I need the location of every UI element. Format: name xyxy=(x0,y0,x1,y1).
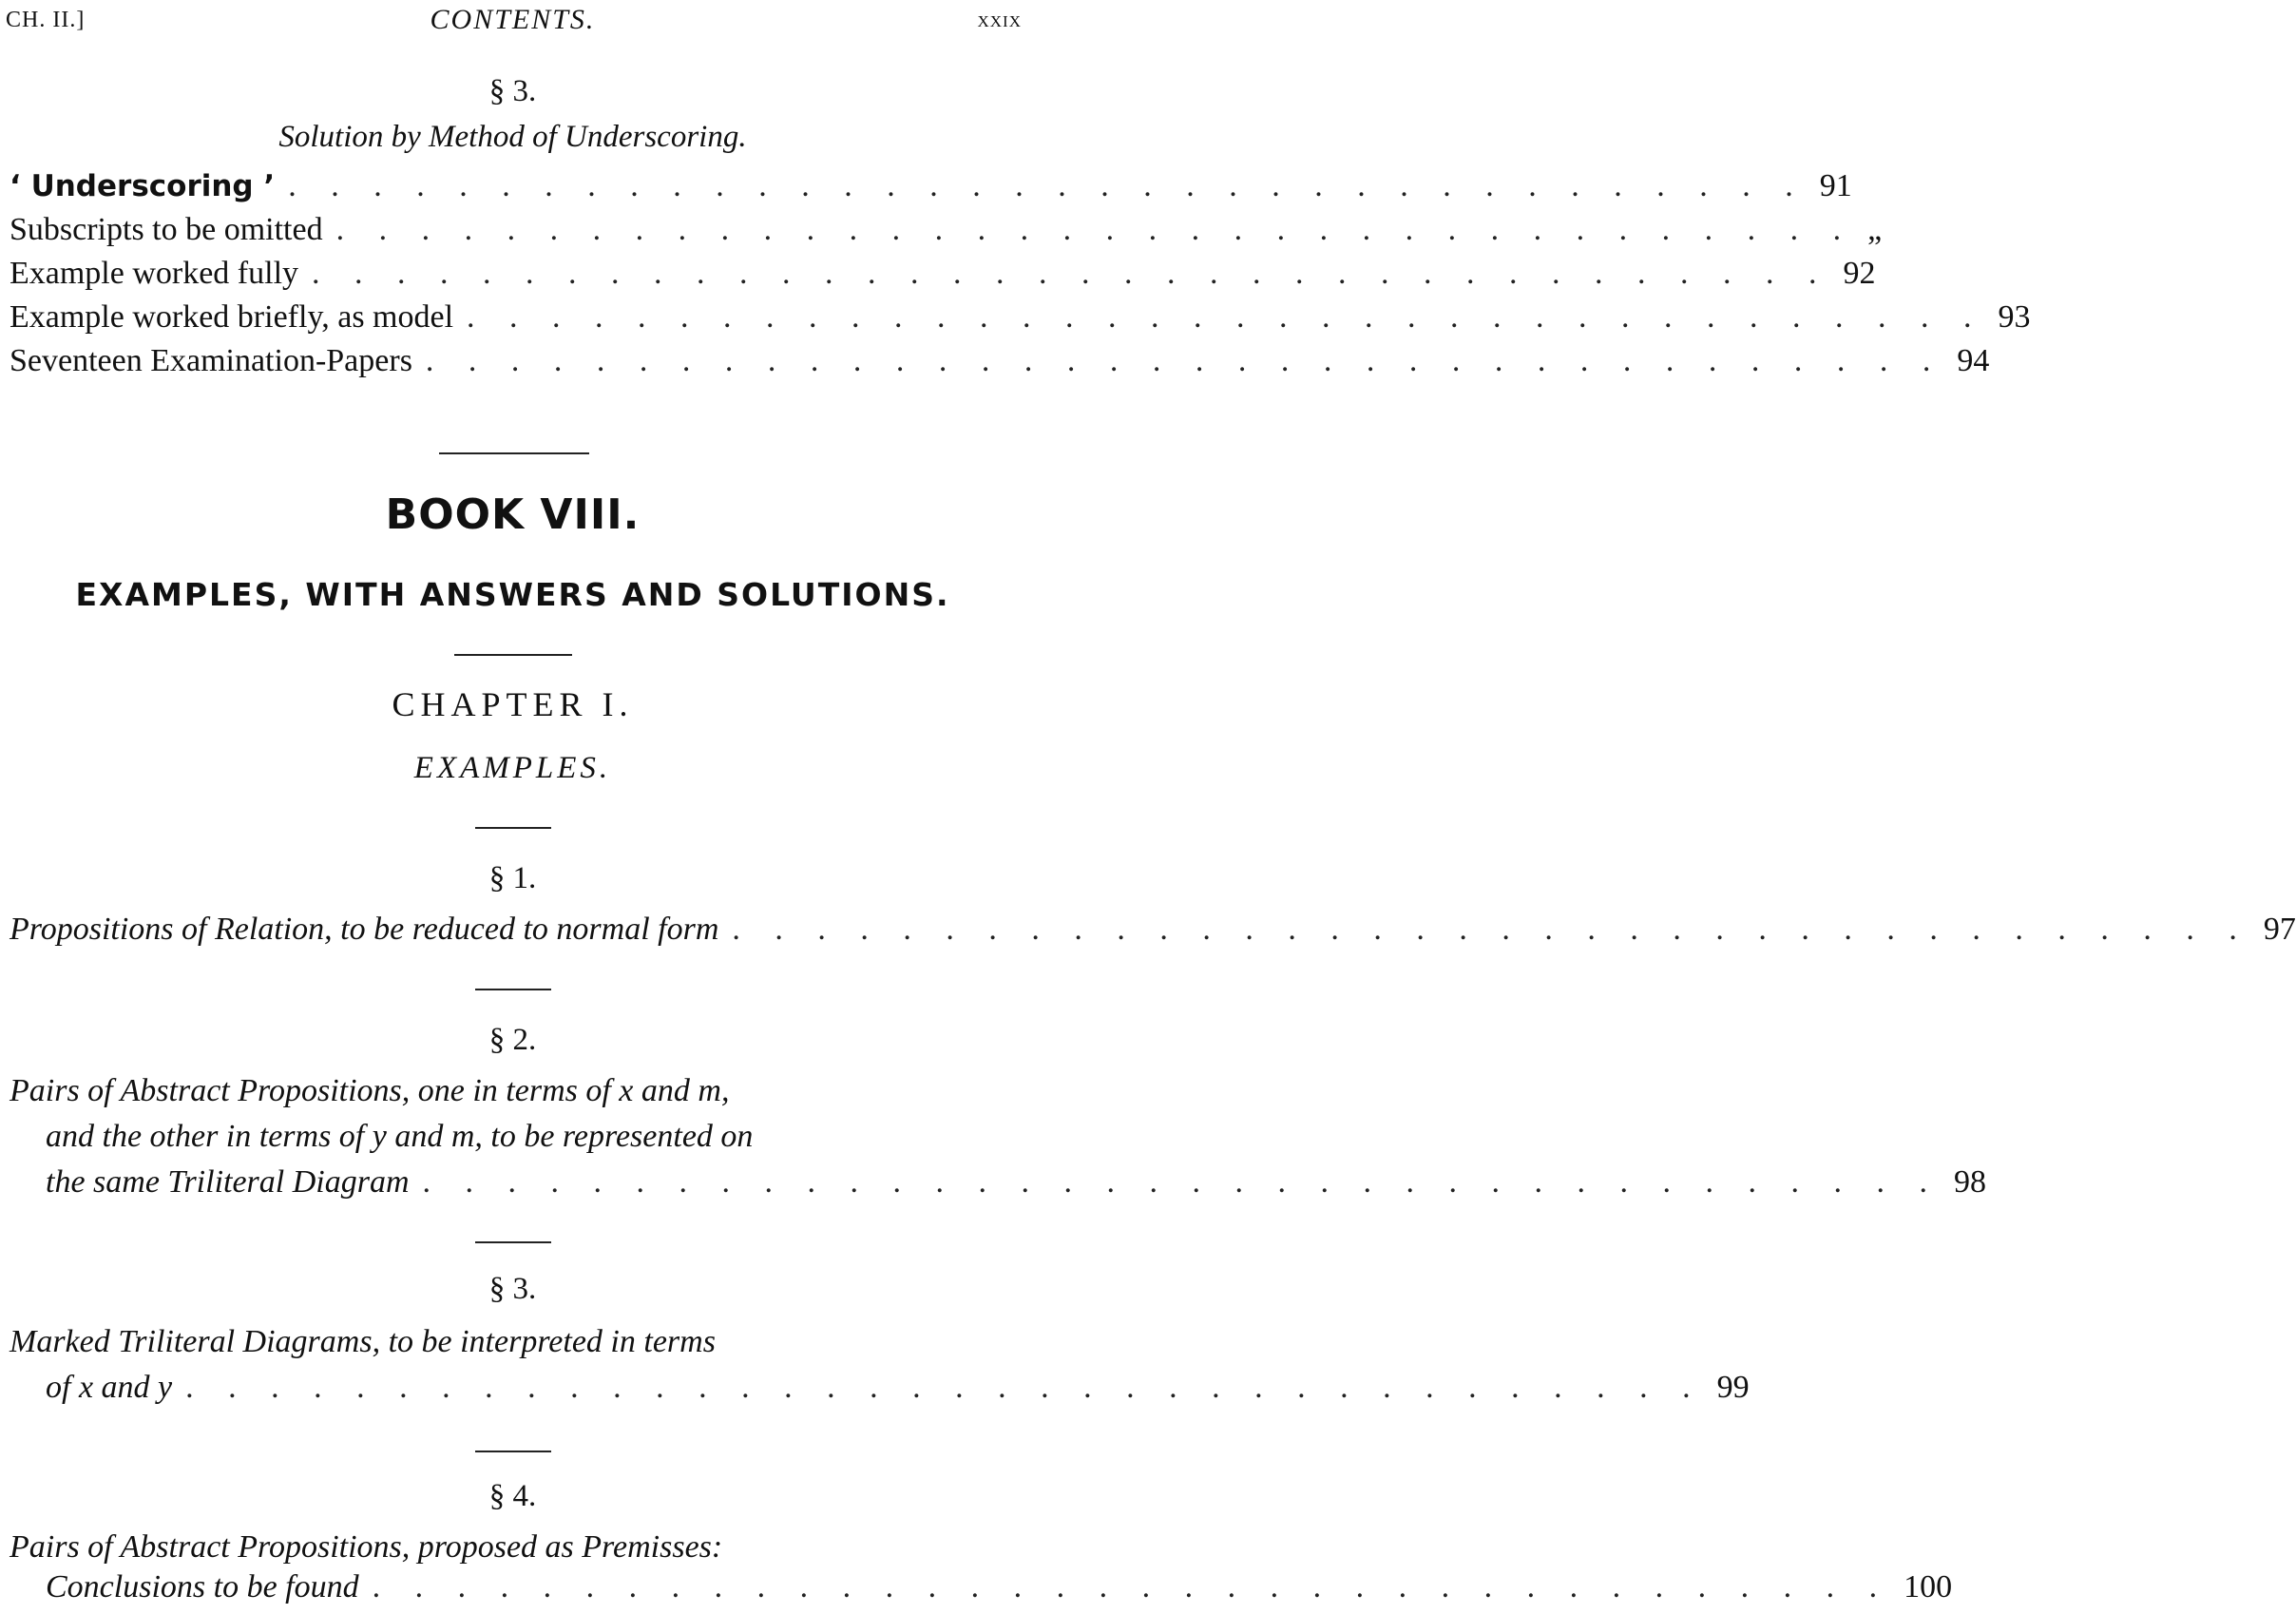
divider xyxy=(475,989,551,990)
section-title: Solution by Method of Underscoring. xyxy=(278,120,747,154)
toc-entry xyxy=(46,1566,1953,1608)
dot-leader: . . . . . . . . . . . . . . . . . . . . . . . . . . . . . . . . . . . . xyxy=(312,256,1830,291)
entry-text: Conclusions to be found xyxy=(46,1569,359,1604)
dot-leader: . . . . . . . . . . . . . . . . . . . . . . . . . . . . . . . . . . . . xyxy=(467,299,1985,335)
divider xyxy=(475,1451,551,1452)
entry-text: Seventeen Examination-Papers xyxy=(10,343,412,378)
toc-entry xyxy=(10,297,2031,338)
chapter-subtitle: EXAMPLES. xyxy=(413,751,612,785)
section-mark: § 1. xyxy=(488,861,537,895)
toc-entry xyxy=(10,909,2296,951)
entry-page: 93 xyxy=(1998,299,2031,335)
entry-page: 99 xyxy=(1716,1370,1750,1405)
divider xyxy=(439,452,589,454)
entry-text-line: Pairs of Abstract Propositions, proposed as Premisses: xyxy=(10,1529,723,1565)
entry-text: ‘ Underscoring ’ xyxy=(10,169,276,203)
section-mark: § 4. xyxy=(488,1479,537,1513)
entry-text: the same Triliteral Diagram xyxy=(46,1164,410,1200)
book-subtitle: EXAMPLES, WITH ANSWERS AND SOLUTIONS. xyxy=(75,576,950,613)
entry-text-line: Pairs of Abstract Propositions, one in terms of x and m, xyxy=(10,1073,730,1108)
page-number-roman: xxix xyxy=(977,8,1022,32)
toc-entry xyxy=(46,1367,1750,1409)
entry-text: Example worked briefly, as model xyxy=(10,299,454,335)
entry-page: 94 xyxy=(1957,343,1990,378)
toc-entry xyxy=(10,340,1990,382)
divider xyxy=(454,654,572,656)
dot-leader: . . . . . . . . . . . . . . . . . . . . . . . . . . . . . . . . . . . . xyxy=(372,1569,1891,1604)
dot-leader: . . . . . . . . . . . . . . . . . . . . . . . . . . . . . . . . . . . . xyxy=(335,212,1855,247)
section-mark: § 3. xyxy=(488,74,537,108)
entry-text-line: Marked Triliteral Diagrams, to be interpreted in terms xyxy=(10,1324,716,1359)
divider xyxy=(475,1241,551,1243)
dot-leader: . . . . . . . . . . . . . . . . . . . . . . . . . . . . . . . . . . . . xyxy=(732,912,2250,947)
chapter-title: CHAPTER I. xyxy=(392,685,634,723)
entry-page: 100 xyxy=(1904,1569,1953,1604)
entry-text-line: and the other in terms of y and m, to be represented on xyxy=(46,1119,754,1154)
entry-text: Subscripts to be omitted xyxy=(10,212,323,247)
entry-page: 97 xyxy=(2263,912,2296,947)
entry-page: 91 xyxy=(1819,168,1852,203)
entry-text: of x and y xyxy=(46,1370,173,1405)
book-title: BOOK VIII. xyxy=(385,490,641,539)
toc-entry xyxy=(10,209,1883,251)
running-title: CONTENTS. xyxy=(430,4,596,35)
section-mark: § 3. xyxy=(488,1272,537,1306)
entry-text: Example worked fully xyxy=(10,256,299,291)
divider xyxy=(475,827,551,829)
toc-entry xyxy=(46,1162,1987,1203)
entry-page: 98 xyxy=(1954,1164,1987,1200)
dot-leader: . . . . . . . . . . . . . . . . . . . . . . . . . . . . . . . . . . . . xyxy=(422,1164,1942,1200)
chapter-ref: CH. II.] xyxy=(6,8,86,32)
dot-leader: . . . . . . . . . . . . . . . . . . . . . . . . . . . . . . . . . . . . xyxy=(425,343,1944,378)
dot-leader: . . . . . . . . . . . . . . . . . . . . . . . . . . . . . . . . . . . . xyxy=(185,1370,1704,1405)
dot-leader: . . . . . . . . . . . . . . . . . . . . . . . . . . . . . . . . . . . . xyxy=(288,168,1807,203)
entry-text: Propositions of Relation, to be reduced to normal form xyxy=(10,912,719,947)
entry-page: 92 xyxy=(1843,256,1876,291)
entry-page: „ xyxy=(1867,212,1883,247)
toc-entry xyxy=(10,253,1876,295)
section-mark: § 2. xyxy=(488,1023,537,1057)
toc-entry xyxy=(10,165,1852,207)
